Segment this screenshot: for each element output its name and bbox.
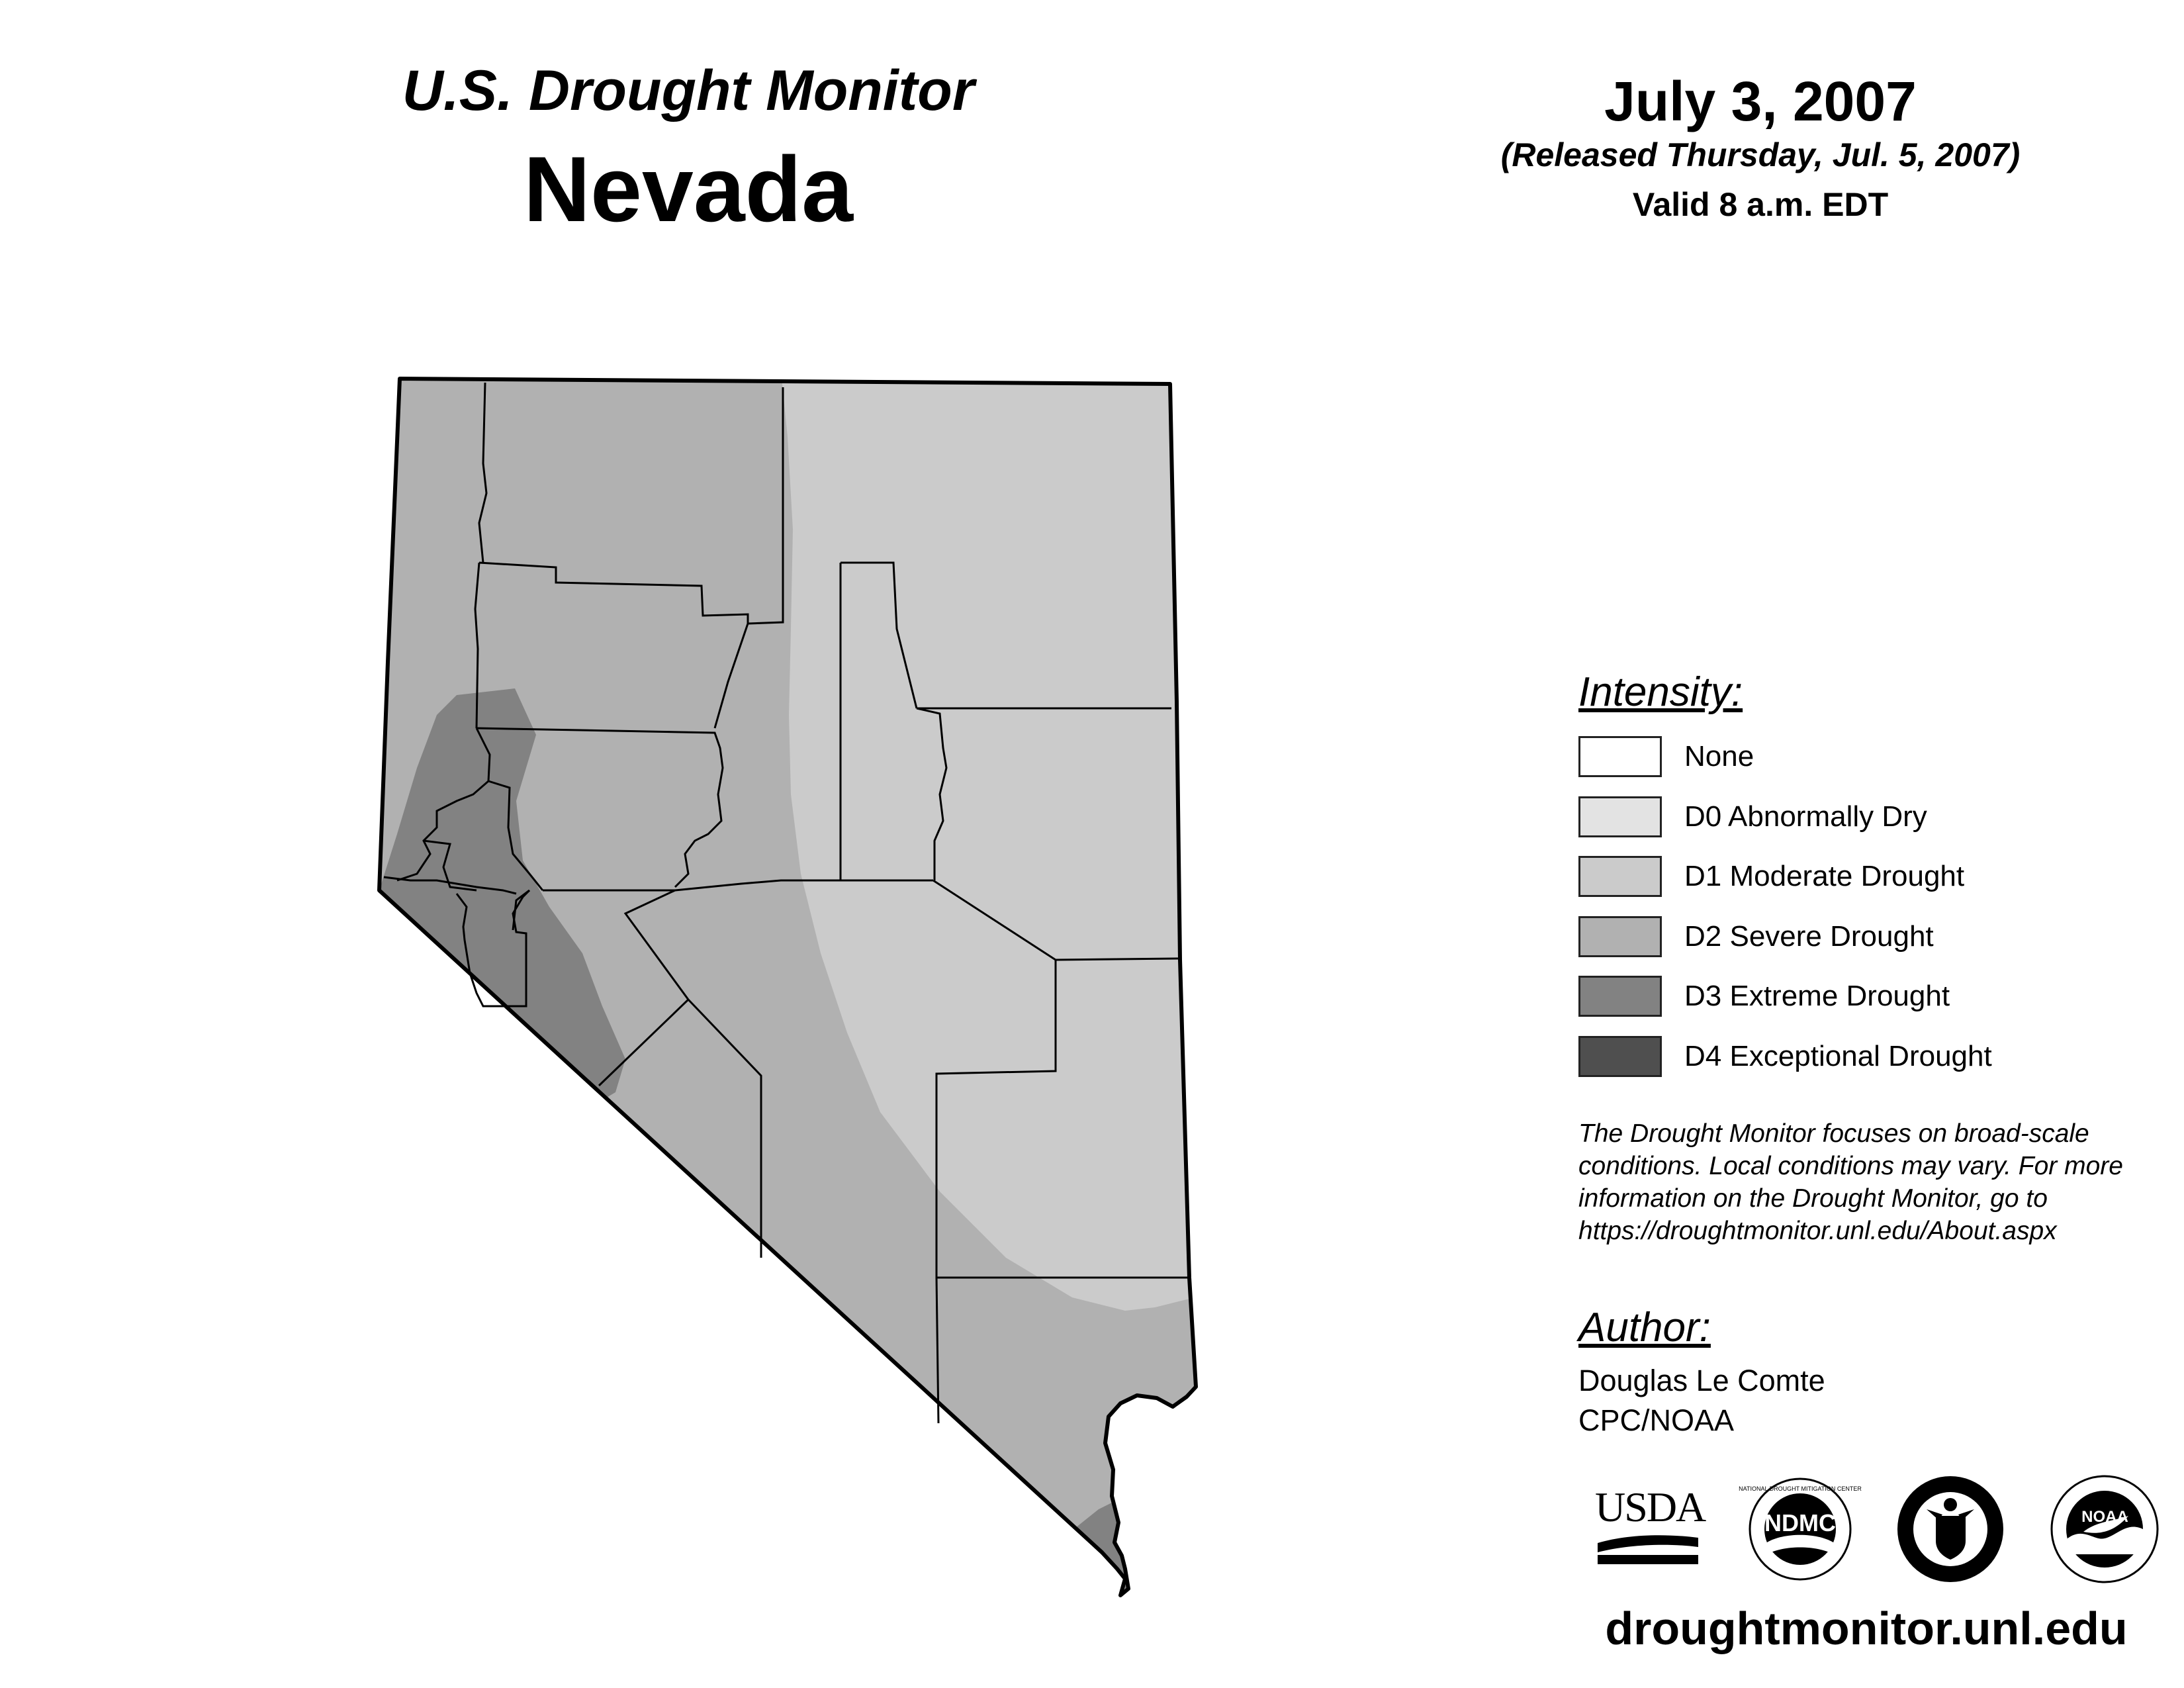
legend-swatch (1578, 916, 1662, 957)
legend-item-d0 (1578, 796, 2121, 840)
legend-label: None (1684, 740, 1754, 773)
legend-item-d3 (1578, 976, 2121, 1019)
map-title: U.S. Drought Monitor (402, 59, 975, 122)
release-date: (Released Thursday, Jul. 5, 2007) (1500, 136, 2021, 173)
legend-swatch (1578, 1036, 1662, 1077)
legend-item-d2 (1578, 916, 2121, 960)
usda-logo (1595, 1483, 1706, 1566)
legend-label: D2 Severe Drought (1684, 920, 1934, 953)
ndmc-logo-ring-text: NATIONAL DROUGHT MITIGATION CENTER (1739, 1485, 1862, 1492)
legend-title: Intensity: (1578, 669, 1743, 715)
noaa-logo-text: NOAA (2081, 1508, 2128, 1526)
map-date: July 3, 2007 (1604, 70, 1917, 132)
legend-label: D0 Abnormally Dry (1684, 800, 1927, 833)
legend-item-d1 (1578, 856, 2121, 900)
valid-time: Valid 8 a.m. EDT (1632, 186, 1889, 223)
legend-label: D1 Moderate Drought (1684, 860, 1965, 892)
usda-logo-text: USDA (1595, 1483, 1706, 1530)
disclaimer-text: The Drought Monitor focuses on broad-scale conditions. Local conditions may vary. For more information on the Drought Monitor, go to https://droughtmonitor.unl.edu/About.aspx (1578, 1119, 2123, 1245)
author-org: CPC/NOAA (1578, 1403, 1735, 1437)
legend-swatch (1578, 976, 1662, 1017)
usda-logo-swoosh (1595, 1528, 1701, 1566)
legend-swatch (1578, 856, 1662, 897)
noaa-logo (2050, 1475, 2160, 1584)
website-link[interactable]: droughtmonitor.unl.edu (1605, 1603, 2128, 1654)
legend-item-d4 (1578, 1036, 2121, 1080)
commerce-seal-logo (1896, 1475, 2005, 1584)
legend-label: D4 Exceptional Drought (1684, 1040, 1992, 1072)
ndmc-logo-text: NDMC (1764, 1509, 1836, 1536)
ndmc-logo (1739, 1476, 1862, 1582)
state-name: Nevada (523, 137, 854, 241)
legend-item-none (1578, 736, 2121, 780)
author-title: Author: (1578, 1305, 1711, 1350)
author-name: Douglas Le Comte (1578, 1364, 1825, 1397)
legend-swatch (1578, 796, 1662, 837)
legend-swatch (1578, 736, 1662, 777)
legend-label: D3 Extreme Drought (1684, 980, 1950, 1012)
